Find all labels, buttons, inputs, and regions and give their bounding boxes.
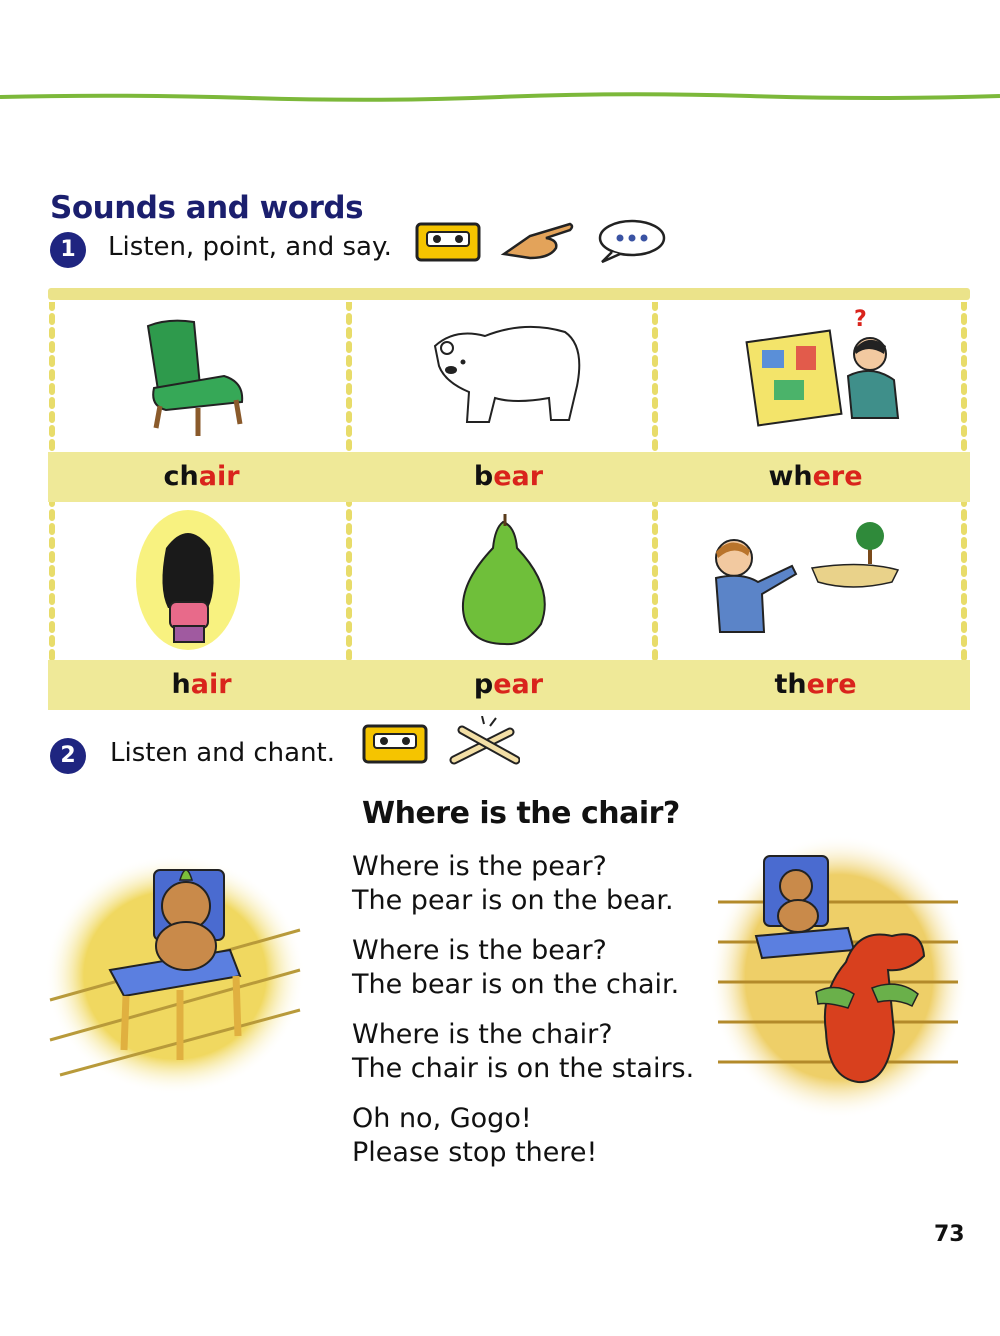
word-hair: hair: [171, 669, 232, 700]
chant-stanza-3: [352, 1018, 694, 1086]
chant-stanza-4: [352, 1102, 694, 1170]
word-there: there: [774, 669, 857, 700]
chant-line: Where is the pear?: [352, 851, 607, 882]
top-decorative-line: [0, 92, 1000, 102]
chant-line: Oh no, Gogo!: [352, 1103, 532, 1134]
svg-text:?: ?: [854, 307, 867, 332]
chant-line: The bear is on the chair.: [352, 969, 680, 1000]
speech-bubble-icon: [594, 218, 666, 264]
cassette-icon-2: [362, 724, 428, 764]
chant-stanza-1: [352, 850, 694, 918]
chant-line: The chair is on the stairs.: [352, 1053, 695, 1084]
chant-title: Where is the chair?: [362, 796, 680, 831]
chant-line: The pear is on the bear.: [352, 885, 674, 916]
chant-stanza-2: [352, 934, 694, 1002]
word-pear: pear: [473, 669, 544, 700]
pointing-hand-icon: [500, 218, 576, 262]
chant-line: Where is the bear?: [352, 935, 607, 966]
activity-2-instruction: Listen and chant.: [110, 738, 336, 768]
activity-1-instruction: Listen, point, and say.: [108, 232, 392, 262]
word-grid: [48, 288, 970, 710]
polar-bear-icon: [355, 306, 662, 456]
page-number: 73: [934, 1222, 965, 1247]
gogo-on-stairs-illustration: [708, 832, 970, 1122]
teddy-bear-on-chair-illustration: [40, 850, 310, 1100]
boy-pointing-icon: [662, 508, 969, 658]
word-bear: bear: [473, 461, 544, 492]
word-where: where: [768, 461, 863, 492]
chant-text: [352, 850, 694, 1186]
pear-icon: [355, 508, 662, 658]
cassette-icon: [415, 222, 481, 262]
activity-1-number: 1: [50, 232, 86, 268]
girl-hair-icon: [48, 508, 355, 658]
chair-icon: [48, 306, 355, 456]
boy-with-map-icon: [662, 306, 969, 456]
word-chair: chair: [163, 461, 240, 492]
activity-2-number: 2: [50, 738, 86, 774]
section-title: Sounds and words: [50, 190, 364, 226]
chant-line: Please stop there!: [352, 1137, 598, 1168]
clapping-sticks-icon: [448, 716, 520, 766]
chant-line: Where is the chair?: [352, 1019, 613, 1050]
